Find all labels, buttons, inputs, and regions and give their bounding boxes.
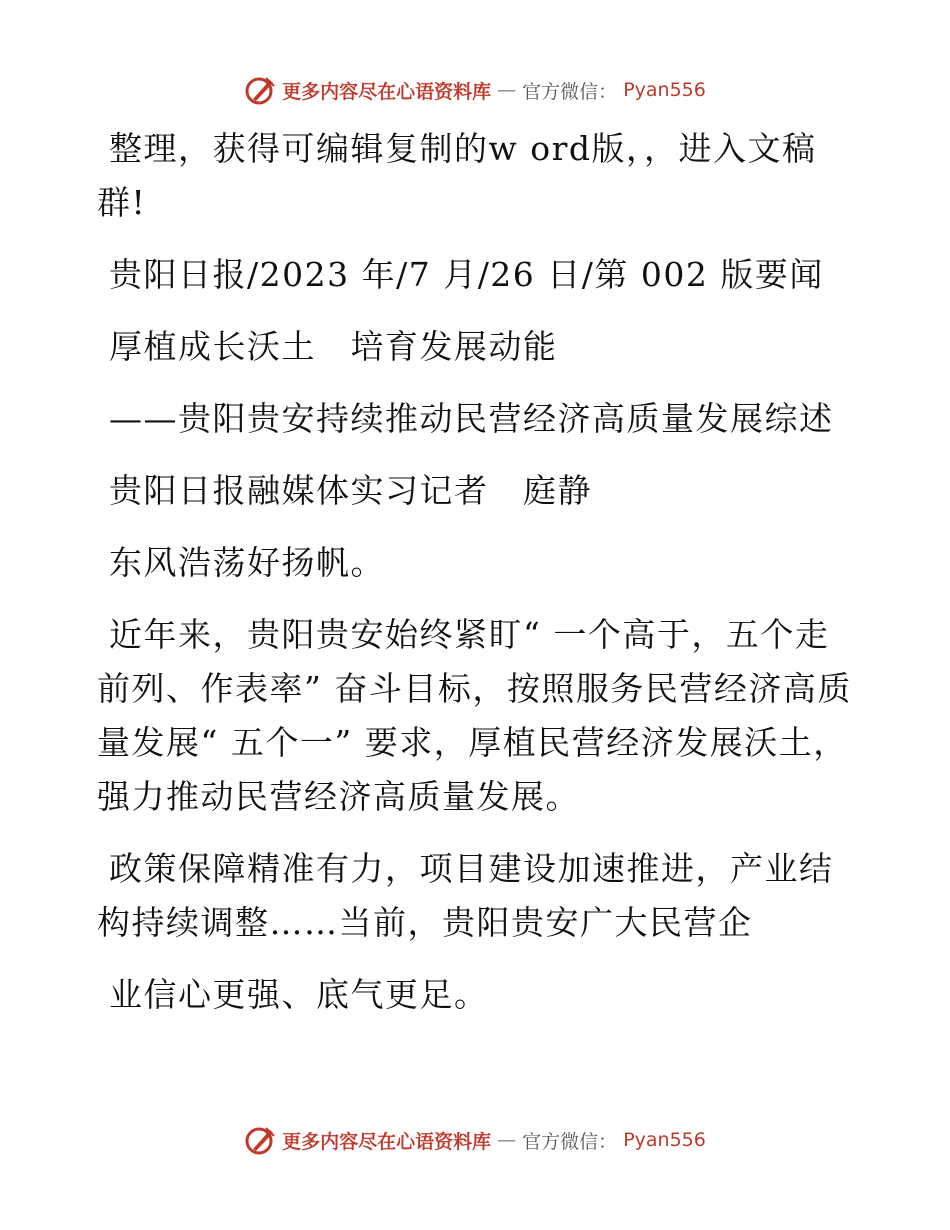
publication-info: 贵阳日报/2023 年/7 月/26 日/第 002 版要闻 xyxy=(109,255,824,294)
body-paragraph: 业信心更强、底气更足。 xyxy=(109,975,489,1014)
article-title: 厚植成长沃土 培育发展动能 xyxy=(109,327,558,366)
watermark-wechat-label: 官方微信： xyxy=(522,80,618,103)
body-paragraph: 政策保障精准有力，项目建设加速推进，产业结构持续调整……当前，贵阳贵安广大民营企 xyxy=(97,849,834,942)
quill-pen-logo-icon xyxy=(244,74,276,106)
quill-pen-logo-icon xyxy=(244,1124,276,1156)
body-paragraph: 近年来，贵阳贵安始终紧盯“ 一个高于，五个走前列、作表率” 奋斗目标，按照服务民营经济高质量发展“ 五个一” 要求，厚植民营经济发展沃土，强力推动民营经济高质量发展。 xyxy=(97,615,852,816)
body-paragraph: 东风浩荡好扬帆。 xyxy=(109,543,385,582)
header-watermark xyxy=(0,70,950,110)
document-body xyxy=(97,122,857,1040)
article-byline: 贵阳日报融媒体实习记者 庭静 xyxy=(109,471,592,510)
watermark-wechat-label: 官方微信： xyxy=(522,1130,618,1153)
watermark-wechat-id: Pyan556 xyxy=(623,79,706,101)
watermark-dash: — xyxy=(497,1129,517,1151)
watermark-brand-text: 更多内容尽在心语资料库 xyxy=(282,1130,492,1153)
intro-note: 整理，获得可编辑复制的w ord版，，进入文稿群! xyxy=(97,129,817,222)
watermark-wechat-id: Pyan556 xyxy=(623,1129,706,1151)
article-subtitle: ——贵阳贵安持续推动民营经济高质量发展综述 xyxy=(109,399,834,438)
watermark-dash: — xyxy=(497,79,517,101)
footer-watermark xyxy=(0,1120,950,1160)
watermark-brand-text: 更多内容尽在心语资料库 xyxy=(282,80,492,103)
